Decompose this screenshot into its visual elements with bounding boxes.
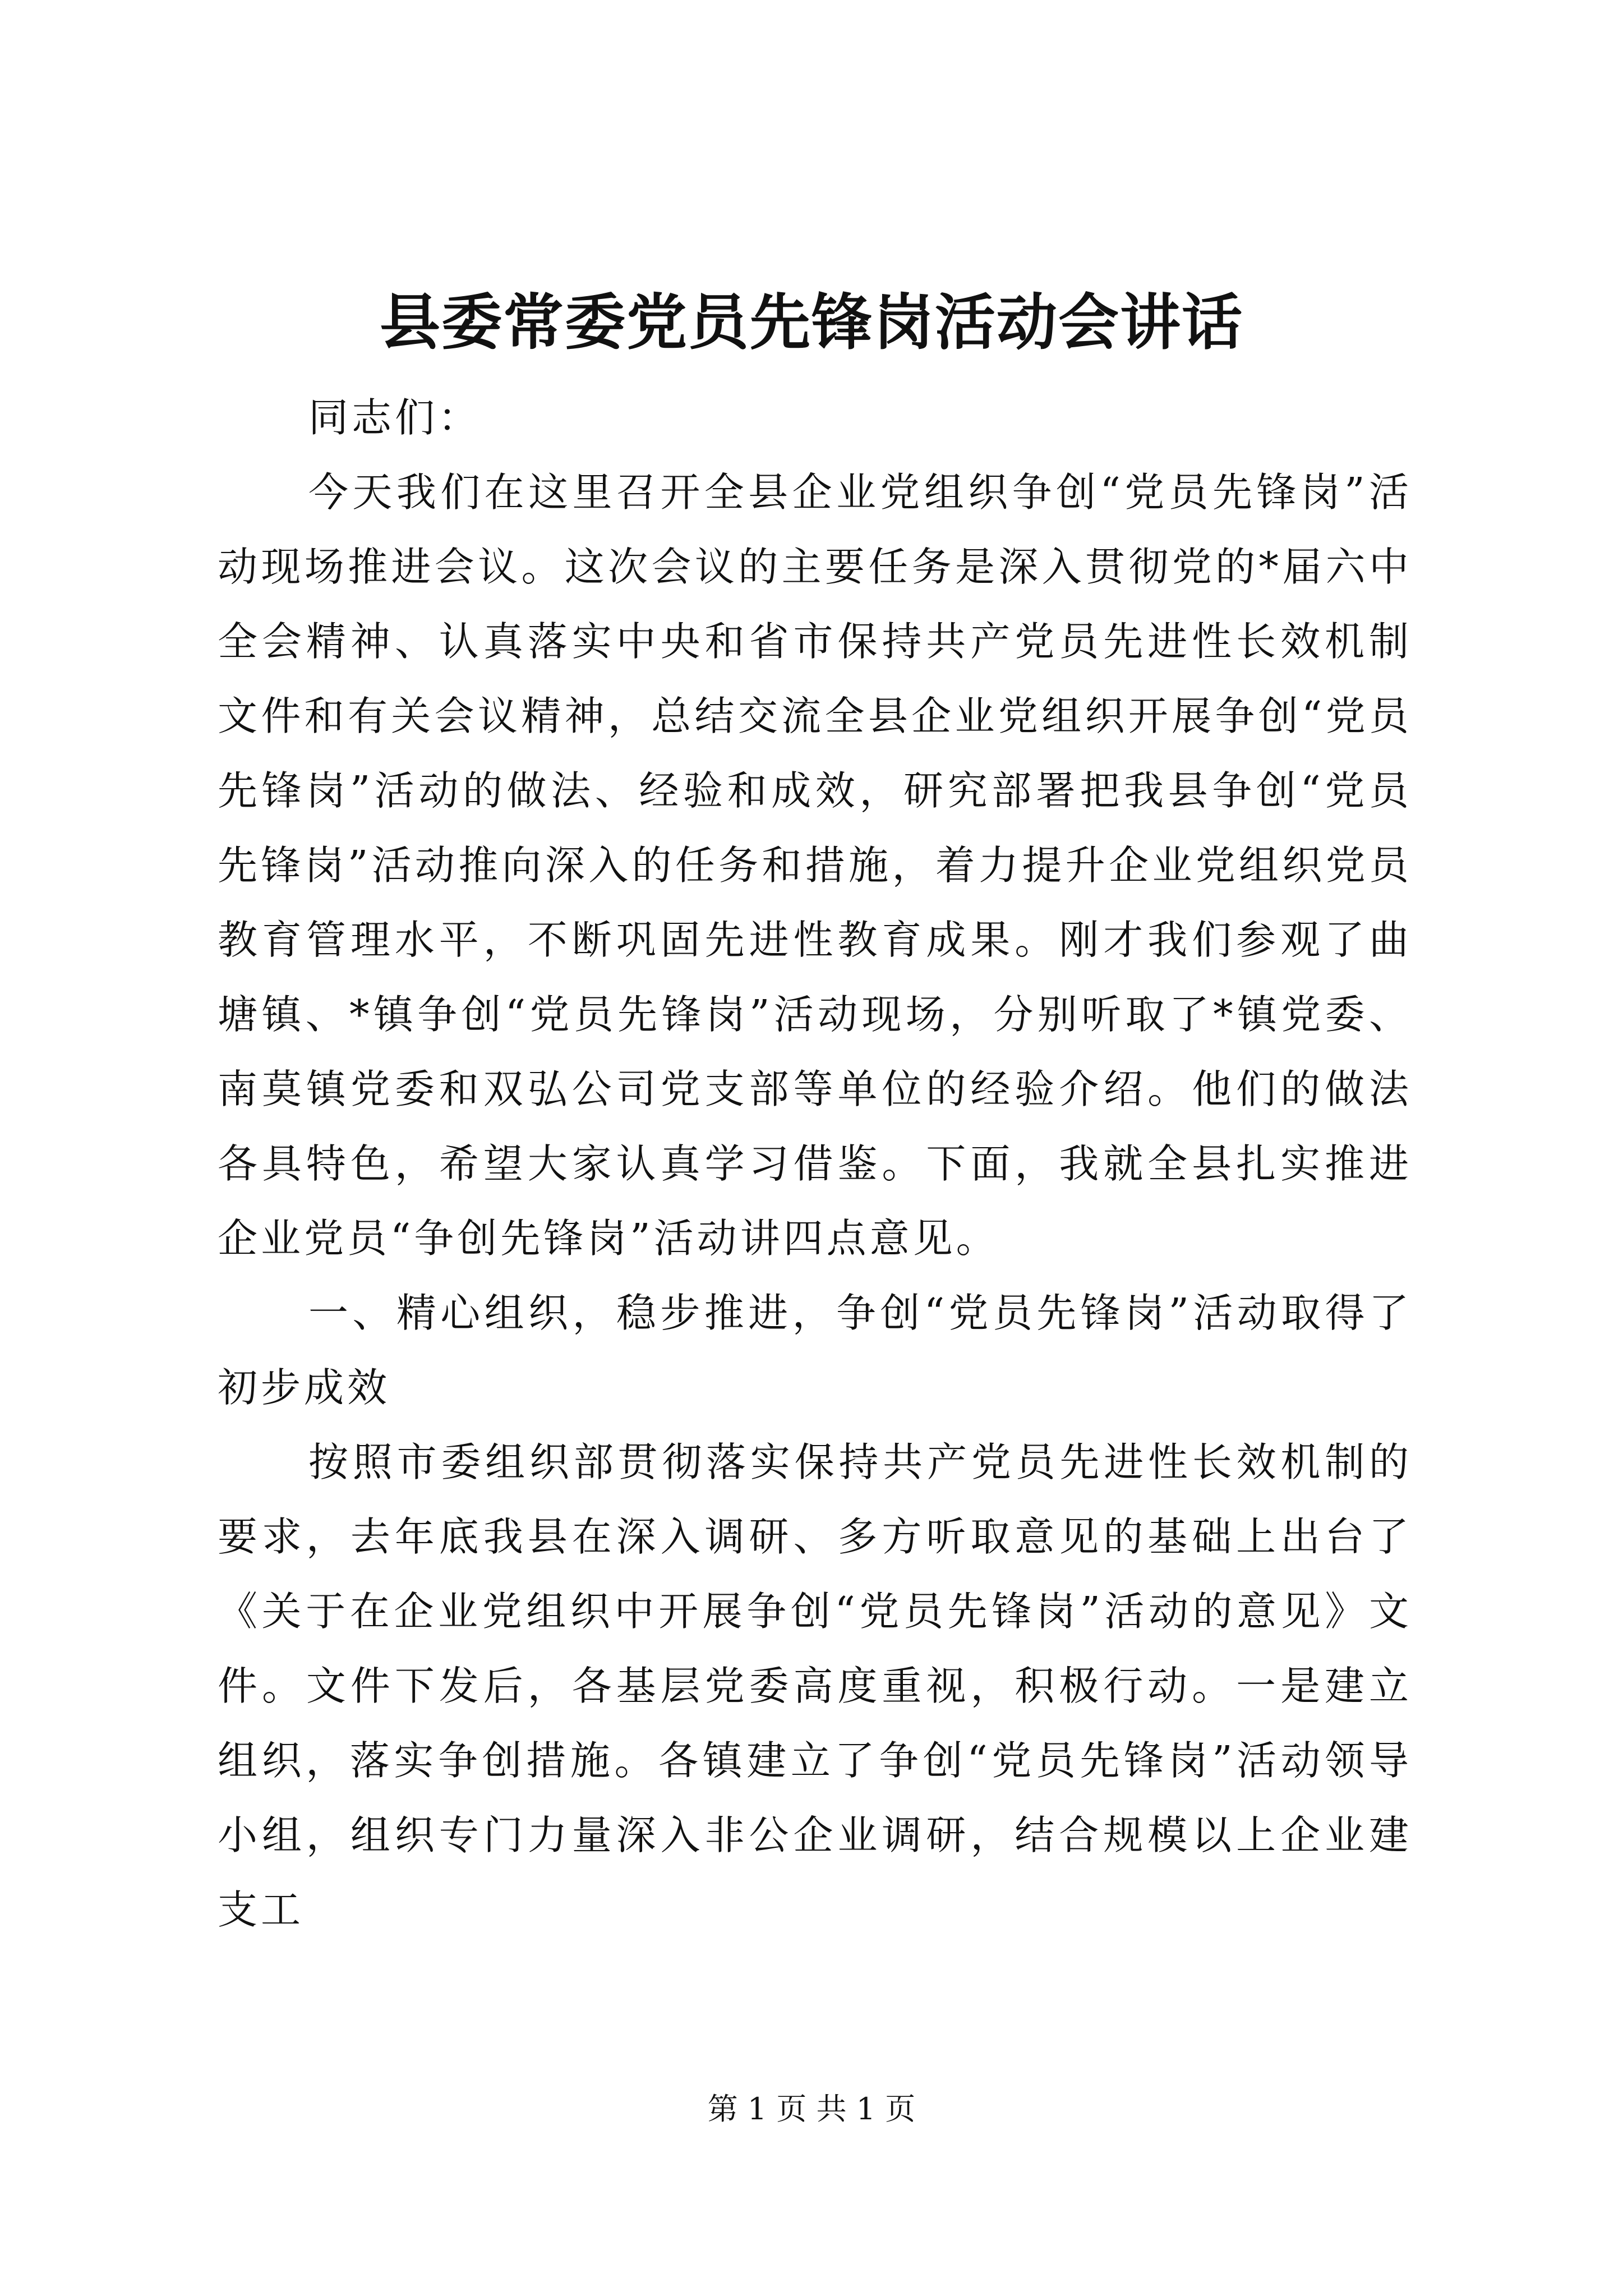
body-paragraph: 按照市委组织部贯彻落实保持共产党员先进性长效机制的要求，去年底我县在深入调研、多方听取意见的基础上出台了《关于在企业党组织中开展争创“党员先锋岗”活动的意见》文件。文件下发后，各基层党委高度重视，积极行动。一是建立组织，落实争创措施。各镇建立了争创“党员先锋岗”活动领导小组，组织专门力量深入非公企业调研，结合规模以上企业建支工	[218, 1439, 1412, 1933]
document-body	[218, 380, 1412, 1947]
salutation-paragraph: 同志们：	[308, 394, 482, 441]
page-number-footer: 第 1 页 共 1 页	[707, 2091, 916, 2127]
document-title: 县委常委党员先锋岗活动会讲话	[379, 287, 1243, 358]
intro-paragraph: 今天我们在这里召开全县企业党组织争创“党员先锋岗”活动现场推进会议。这次会议的主要任务是深入贯彻党的*届六中全会精神、认真落实中央和省市保持共产党员先进性长效机制文件和有关会议精神，总结交流全县企业党组织开展争创“党员先锋岗”活动的做法、经验和成效，研究部署把我县争创“党员先锋岗”活动推向深入的任务和措施，着力提升企业党组织党员教育管理水平，不断巩固先进性教育成果。刚才我们参观了曲塘镇、*镇争创“党员先锋岗”活动现场，分别听取了*镇党委、南莫镇党委和双弘公司党支部等单位的经验介绍。他们的做法各具特色，希望大家认真学习借鉴。下面，我就全县扎实推进企业党员“争创先锋岗”活动讲四点意见。	[218, 469, 1412, 1262]
section-heading-paragraph: 一、精心组织，稳步推进，争创“党员先锋岗”活动取得了初步成效	[218, 1290, 1412, 1411]
